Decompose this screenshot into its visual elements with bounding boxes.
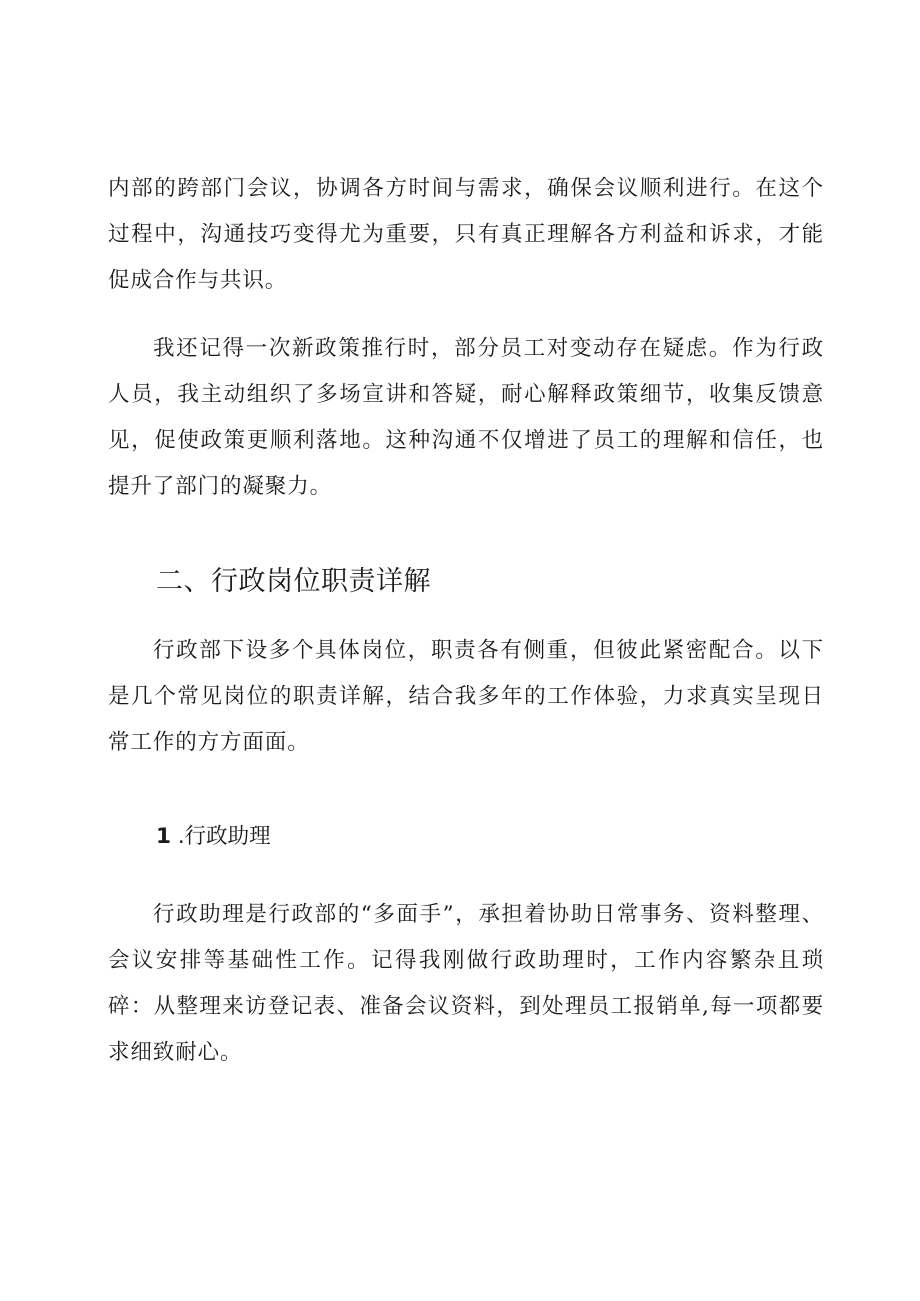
paragraph-positions-overview: 行政部下设多个具体岗位，职责各有侧重，但彼此紧密配合。以下是几个常见岗位的职责详解，结合我多年的工作体验，力求真实呈现日常工作的方方面面。 bbox=[108, 638, 824, 755]
paragraph-cross-department-meetings: 内部的跨部门会议，协调各方时间与需求，确保会议顺利进行。在这个过程中，沟通技巧变得尤为重要，只有真正理解各方利益和诉求，才能促成合作与共识。 bbox=[108, 176, 824, 293]
section-heading-admin-duties: 二、行政岗位职责详解 bbox=[156, 566, 431, 597]
subsection-title: .行政助理 bbox=[177, 824, 271, 849]
paragraph-admin-assistant-role: 行政助理是行政部的“多面手”，承担着协助日常事务、资料整理、会议安排等基础性工作。记得我刚做行政助理时，工作内容繁杂且琐碎：从整理来访登记表、准备会议资料，到处理员工报销单,每一项都要求细致耐心。 bbox=[108, 902, 824, 1065]
subsection-number: 1 bbox=[156, 824, 171, 849]
subsection-heading-admin-assistant bbox=[156, 815, 271, 859]
paragraph-new-policy-communication: 我还记得一次新政策推行时，部分员工对变动存在疑虑。作为行政人员，我主动组织了多场宣讲和答疑，耐心解释政策细节，收集反馈意见，促使政策更顺利落地。这种沟通不仅增进了员工的理解和信任，也提升了部门的凝聚力。 bbox=[108, 336, 824, 499]
